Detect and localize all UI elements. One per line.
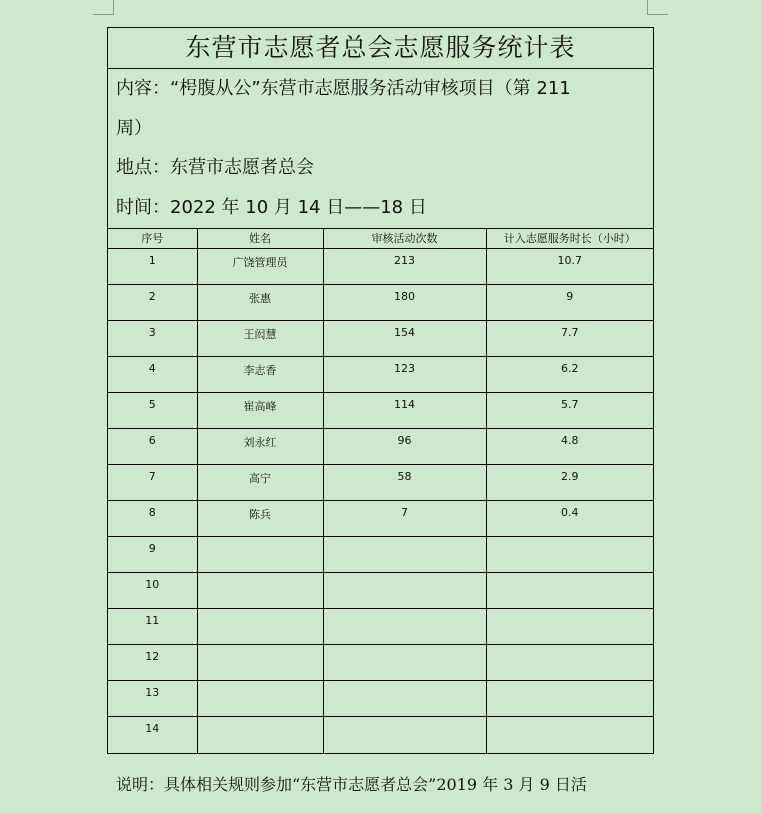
location-line[interactable]: 地点：东营市志愿者总会 (116, 157, 314, 178)
cell-service-hours[interactable]: 0.4 (486, 501, 653, 537)
table-header-row (108, 229, 653, 249)
table-row (108, 537, 653, 573)
cell-service-hours[interactable] (486, 645, 653, 681)
table-row (108, 609, 653, 645)
cell-index[interactable]: 3 (108, 321, 197, 357)
cell-name[interactable] (197, 717, 323, 753)
volunteer-table (108, 229, 653, 753)
cell-review-count[interactable]: 154 (323, 321, 486, 357)
table-row (108, 393, 653, 429)
table-row (108, 501, 653, 537)
cell-index[interactable]: 1 (108, 249, 197, 285)
cell-service-hours[interactable]: 7.7 (486, 321, 653, 357)
cell-index[interactable]: 9 (108, 537, 197, 573)
cell-service-hours[interactable]: 5.7 (486, 393, 653, 429)
cell-index[interactable]: 11 (108, 609, 197, 645)
table-row (108, 249, 653, 285)
table-row (108, 357, 653, 393)
table-row (108, 429, 653, 465)
cell-name[interactable] (197, 645, 323, 681)
cell-service-hours[interactable] (486, 717, 653, 753)
cell-review-count[interactable]: 213 (323, 249, 486, 285)
cell-review-count[interactable] (323, 717, 486, 753)
table-row (108, 465, 653, 501)
cell-name[interactable] (197, 573, 323, 609)
cell-index[interactable]: 10 (108, 573, 197, 609)
sheet-title[interactable]: 东营市志愿者总会志愿服务统计表 (108, 28, 653, 69)
cell-index[interactable]: 7 (108, 465, 197, 501)
cell-review-count[interactable] (323, 681, 486, 717)
statistics-sheet (107, 27, 654, 754)
cell-service-hours[interactable]: 6.2 (486, 357, 653, 393)
cell-name[interactable]: 崔高峰 (197, 393, 323, 429)
page-corner-mark-left (93, 0, 114, 15)
cell-review-count[interactable] (323, 573, 486, 609)
cell-review-count[interactable]: 7 (323, 501, 486, 537)
cell-index[interactable]: 8 (108, 501, 197, 537)
cell-name[interactable] (197, 681, 323, 717)
note-text[interactable]: 说明：具体相关规则参加“东营市志愿者总会”2019 年 3 月 9 日活 (116, 775, 587, 794)
info-block (108, 69, 653, 229)
cell-index[interactable]: 4 (108, 357, 197, 393)
table-row (108, 645, 653, 681)
cell-index[interactable]: 12 (108, 645, 197, 681)
cell-service-hours[interactable]: 2.9 (486, 465, 653, 501)
cell-name[interactable]: 陈兵 (197, 501, 323, 537)
cell-review-count[interactable] (323, 645, 486, 681)
table-row (108, 321, 653, 357)
cell-name[interactable]: 广饶管理员 (197, 249, 323, 285)
cell-name[interactable]: 高宁 (197, 465, 323, 501)
header-review-count[interactable]: 审核活动次数 (323, 229, 486, 249)
cell-service-hours[interactable]: 9 (486, 285, 653, 321)
table-body (108, 249, 653, 753)
content-line-2[interactable]: 周） (116, 117, 152, 139)
cell-index[interactable]: 6 (108, 429, 197, 465)
cell-name[interactable]: 王闳慧 (197, 321, 323, 357)
cell-review-count[interactable]: 58 (323, 465, 486, 501)
table-row (108, 717, 653, 753)
cell-review-count[interactable]: 123 (323, 357, 486, 393)
cell-index[interactable]: 13 (108, 681, 197, 717)
cell-review-count[interactable] (323, 609, 486, 645)
header-name[interactable]: 姓名 (197, 229, 323, 249)
cell-name[interactable]: 李志香 (197, 357, 323, 393)
content-line-1[interactable]: 内容：“枵腹从公”东营市志愿服务活动审核项目（第 211 (116, 78, 571, 99)
cell-service-hours[interactable] (486, 573, 653, 609)
cell-service-hours[interactable]: 10.7 (486, 249, 653, 285)
table-row (108, 573, 653, 609)
page-corner-mark-right (647, 0, 668, 15)
cell-name[interactable] (197, 537, 323, 573)
cell-name[interactable] (197, 609, 323, 645)
cell-review-count[interactable]: 96 (323, 429, 486, 465)
cell-review-count[interactable] (323, 537, 486, 573)
cell-review-count[interactable]: 180 (323, 285, 486, 321)
cell-name[interactable]: 刘永红 (197, 429, 323, 465)
cell-service-hours[interactable] (486, 537, 653, 573)
cell-review-count[interactable]: 114 (323, 393, 486, 429)
header-index[interactable]: 序号 (108, 229, 197, 249)
table-row (108, 285, 653, 321)
cell-service-hours[interactable] (486, 609, 653, 645)
cell-service-hours[interactable] (486, 681, 653, 717)
cell-index[interactable]: 2 (108, 285, 197, 321)
cell-service-hours[interactable]: 4.8 (486, 429, 653, 465)
cell-index[interactable]: 14 (108, 717, 197, 753)
header-service-hours[interactable]: 计入志愿服务时长（小时） (486, 229, 653, 249)
cell-index[interactable]: 5 (108, 393, 197, 429)
table-row (108, 681, 653, 717)
cell-name[interactable]: 张惠 (197, 285, 323, 321)
time-line[interactable]: 时间：2022 年 10 月 14 日——18 日 (116, 196, 427, 218)
